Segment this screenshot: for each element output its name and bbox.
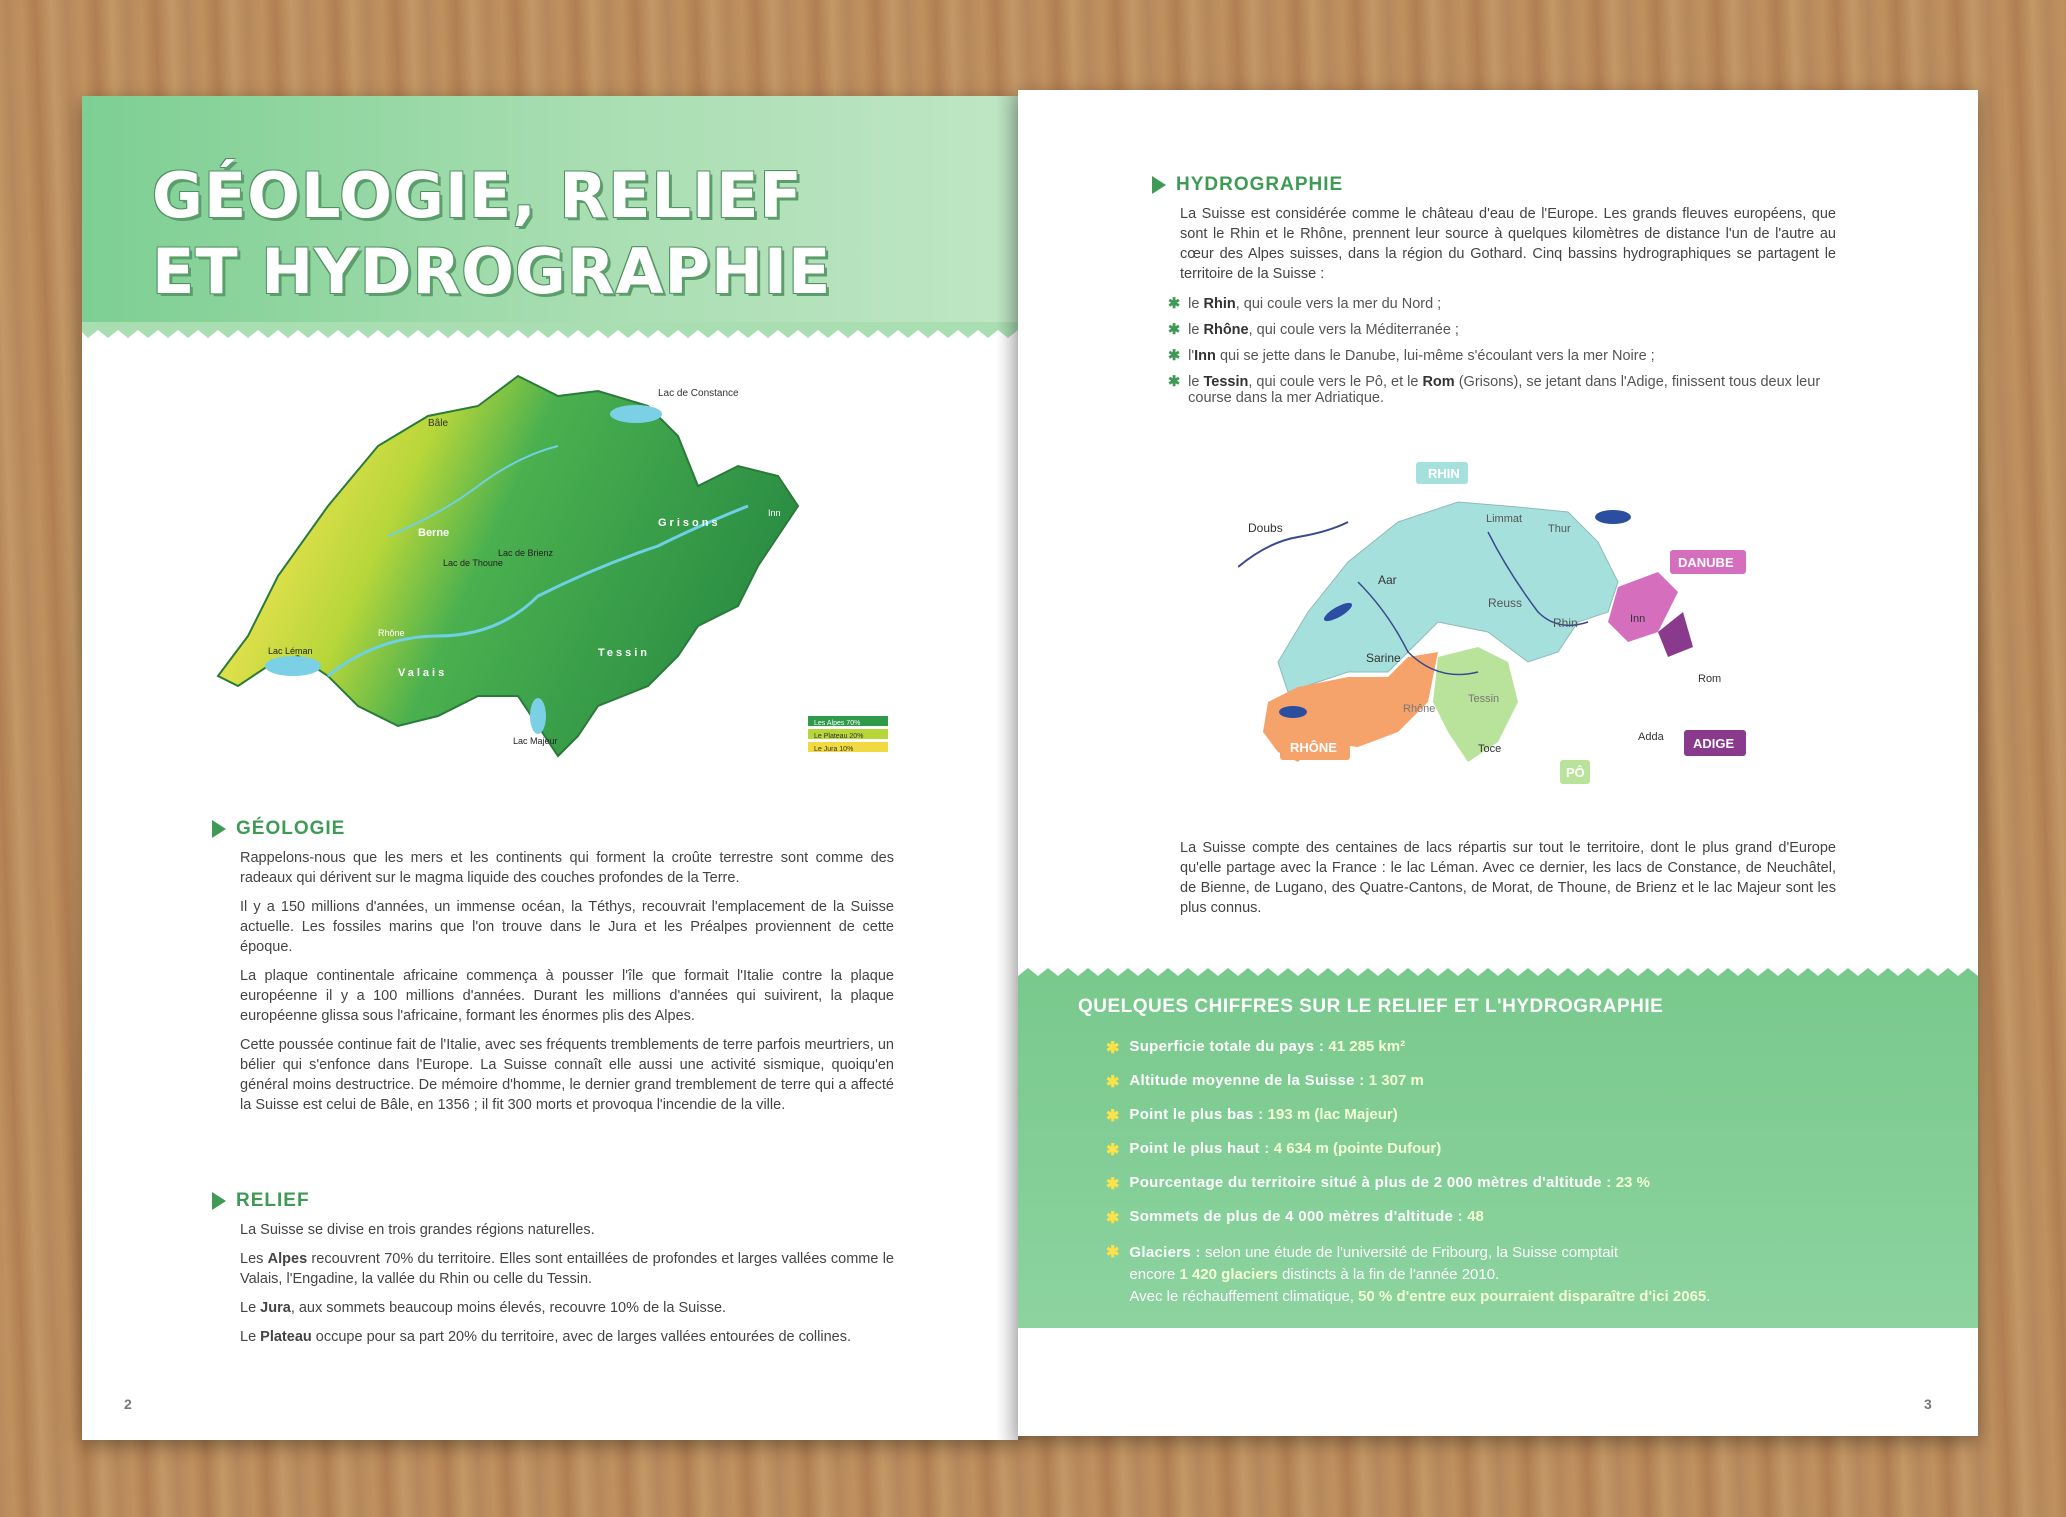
basin-tag-label: RHÔNE: [1290, 740, 1337, 755]
text-run: le: [1188, 296, 1200, 312]
stat-value: 41 285 km²: [1328, 1038, 1406, 1055]
star-bullet-icon: ✱: [1106, 1176, 1120, 1193]
river-label: Aar: [1378, 573, 1397, 587]
map-label: Valais: [398, 667, 448, 679]
star-bullet-icon: ✱: [1106, 1142, 1120, 1159]
map-label: Lac de Constance: [658, 388, 739, 399]
bold-term: Rhin: [1203, 296, 1236, 312]
lake-majeur: [530, 698, 546, 734]
stat-row-glaciers: [1106, 1242, 1710, 1308]
bold-term: Alpes: [267, 1251, 308, 1267]
stat-value: 50 % d'entre eux pourraient disparaître d'ici 2065: [1358, 1288, 1707, 1305]
triangle-bullet-icon: [1152, 176, 1166, 194]
basin-list: [1168, 296, 1848, 416]
stat-label: Superficie totale du pays :: [1129, 1038, 1325, 1055]
text-run: , qui coule vers la Méditerranée ;: [1248, 322, 1459, 338]
relief-heading-text: RELIEF: [236, 1190, 310, 1211]
text-run: qui se jette dans le Danube, lui-même s'écoulant vers la mer Noire ;: [1219, 348, 1655, 364]
list-item: [1168, 296, 1848, 312]
text-run: l': [1188, 348, 1195, 364]
geologie-heading: [212, 818, 345, 840]
title-line-1: GÉOLOGIE, RELIEF: [152, 159, 803, 232]
stat-row: [1106, 1106, 1398, 1126]
page-title: [152, 158, 831, 310]
river-label: Adda: [1638, 731, 1664, 743]
stat-value: 1 420 glaciers: [1179, 1266, 1278, 1283]
legend-label: Les Alpes 70%: [814, 720, 861, 727]
bold-term: Inn: [1194, 348, 1216, 364]
map-legend: [808, 716, 888, 753]
relief-heading: [212, 1190, 310, 1212]
river-label: Toce: [1478, 743, 1502, 755]
stat-label: Glaciers :: [1129, 1244, 1201, 1261]
bold-term: Rhône: [1203, 322, 1249, 338]
stat-row: [1106, 1072, 1424, 1092]
stat-label: Point le plus haut :: [1129, 1140, 1270, 1157]
relief-paragraph: [240, 1249, 894, 1289]
star-bullet-icon: ✱: [1106, 1210, 1120, 1227]
stat-row: [1106, 1174, 1650, 1194]
hydrographie-intro: La Suisse est considérée comme le château d'eau de l'Europe. Les grands fleuves européens, que sont le Rhin et le Rhône, prennent leur source à quelques kilomètres de distance l'un de l'autre au cœur des Alpes suisses, dans la région du Gothard. Cinq bassins hydrographiques se partagent le territoire de la Suisse :: [1180, 206, 1836, 282]
river-label: Doubs: [1248, 521, 1283, 535]
stat-value: 23 %: [1615, 1174, 1650, 1191]
geologie-paragraph: La plaque continentale africaine commença à pousser l'île que formait l'Italie contre la plaque européenne il y a 100 millions d'années. Durant les millions d'années qui suivirent, la plaque européenne glissa sous l'africaine, formant les énormes plis des Alpes.: [240, 968, 894, 1024]
geologie-paragraph: Il y a 150 millions d'années, un immense océan, la Téthys, recouvrait l'emplacement de la Suisse actuelle. Les fossiles marins que l'on trouve dans le Jura et les Préalpes proviennent de cette époque.: [240, 899, 894, 955]
stat-row: [1106, 1038, 1405, 1058]
river-label: Inn: [1630, 613, 1646, 625]
list-item: [1168, 374, 1848, 406]
title-line-2: ET HYDROGRAPHIE: [152, 235, 832, 308]
text-run: .: [1706, 1288, 1711, 1305]
text-run: Les: [240, 1251, 264, 1267]
river-label: Tessin: [1468, 693, 1500, 705]
stat-label: Point le plus bas :: [1129, 1106, 1264, 1123]
hydrographie-heading-text: HYDROGRAPHIE: [1176, 174, 1344, 195]
map-label: Lac Léman: [268, 646, 313, 656]
text-run: encore: [1129, 1266, 1176, 1283]
lake: [1595, 510, 1631, 524]
right-page: [1018, 90, 1978, 1436]
text-run: , aux sommets beaucoup moins élevés, recouvre 10% de la Suisse.: [290, 1300, 727, 1316]
text-run: le: [1188, 322, 1200, 338]
text-run: selon une étude de l'université de Fribourg, la Suisse comptait: [1204, 1244, 1619, 1261]
star-bullet-icon: ✱: [1106, 1244, 1120, 1261]
bold-term: Plateau: [260, 1329, 312, 1345]
bold-term: Jura: [260, 1300, 291, 1316]
text-run: Avec le réchauffement climatique,: [1129, 1288, 1354, 1305]
geologie-paragraph: Rappelons-nous que les mers et les continents qui forment la croûte terrestre sont comme des radeaux qui dérivent sur le magma liquide des couches profondes de la Terre.: [240, 850, 894, 886]
river-label: Reuss: [1488, 596, 1523, 610]
stat-value: 48: [1467, 1208, 1484, 1225]
geologie-body: [240, 848, 894, 1124]
geologie-heading-text: GÉOLOGIE: [236, 818, 346, 839]
relief-paragraph: [240, 1327, 894, 1347]
asterisk-bullet-icon: ✱: [1168, 322, 1181, 338]
map-label: Grisons: [658, 517, 721, 529]
relief-paragraph: La Suisse se divise en trois grandes régions naturelles.: [240, 1222, 595, 1238]
list-item: [1168, 348, 1848, 364]
basin-map: [1238, 462, 1758, 792]
stat-value: 1 307 m: [1368, 1072, 1424, 1089]
map-label: Bâle: [428, 418, 449, 429]
asterisk-bullet-icon: ✱: [1168, 374, 1181, 390]
river-label: Thur: [1548, 523, 1571, 535]
asterisk-bullet-icon: ✱: [1168, 348, 1181, 364]
map-label: Inn: [768, 508, 781, 518]
text-run: recouvrent 70% du territoire. Elles sont entaillées de profondes et larges vallées comme le Valais, l'Engadine, la vallée du Rhin ou celle du Tessin.: [240, 1251, 894, 1287]
page-number: 2: [124, 1396, 132, 1412]
star-bullet-icon: ✱: [1106, 1074, 1120, 1091]
hydrographie-heading: [1152, 174, 1343, 196]
relief-paragraph: [240, 1298, 894, 1318]
stat-row: [1106, 1208, 1484, 1228]
legend-label: Le Plateau 20%: [814, 733, 864, 740]
basin-tag-label: PÔ: [1566, 765, 1585, 780]
river-label: Rom: [1698, 673, 1722, 685]
lakes-paragraph: La Suisse compte des centaines de lacs répartis sur tout le territoire, dont le plus grand d'Europe qu'elle partage avec la France : le lac Léman. Avec ce dernier, les lacs de Constance, de Neuchâtel, de Bienne, de Lugano, des Quatre-Cantons, de Morat, de Thoune, de Brienz et le lac Majeur sont les plus connus.: [1180, 840, 1836, 916]
basin-tag-label: ADIGE: [1693, 736, 1735, 751]
asterisk-bullet-icon: ✱: [1168, 296, 1181, 312]
stat-label: Sommets de plus de 4 000 mètres d'altitude :: [1129, 1208, 1463, 1225]
basin-tag-label: DANUBE: [1678, 555, 1734, 570]
lake-leman: [265, 656, 321, 676]
legend-label: Le Jura 10%: [814, 746, 854, 753]
stat-value: 193 m (lac Majeur): [1267, 1106, 1398, 1123]
map-label: Lac Majeur: [513, 736, 558, 746]
lake-constance: [610, 405, 662, 423]
star-bullet-icon: ✱: [1106, 1040, 1120, 1057]
map-label: Lac de Thoune: [443, 558, 503, 568]
text-run: Le: [240, 1300, 257, 1316]
stat-label: Pourcentage du territoire situé à plus de 2 000 mètres d'altitude :: [1129, 1174, 1612, 1191]
map-label: Berne: [418, 527, 450, 539]
map-label: Rhône: [378, 628, 405, 638]
stat-value: 4 634 m (pointe Dufour): [1273, 1140, 1442, 1157]
list-item: [1168, 322, 1848, 338]
river-label: Rhône: [1403, 703, 1436, 715]
text-run: , qui coule vers la mer du Nord ;: [1235, 296, 1442, 312]
bold-term: Tessin: [1203, 374, 1249, 390]
map-label: Lac de Brienz: [498, 548, 554, 558]
river-label: Sarine: [1366, 651, 1401, 665]
text-run: le: [1188, 374, 1200, 390]
page-number: 3: [1924, 1396, 1932, 1412]
triangle-bullet-icon: [212, 1192, 226, 1210]
text-run: , qui coule vers le Pô, et le: [1248, 374, 1419, 390]
text-run: (Grisons), se jetant dans l'Adige, finissent tous deux leur course dans la mer Adriatique.: [1188, 374, 1821, 406]
relief-body: [240, 1220, 894, 1356]
text-run: Le: [240, 1329, 257, 1345]
text-run: distincts à la fin de l'année 2010.: [1282, 1266, 1500, 1283]
left-page: [82, 96, 1018, 1440]
stat-label: Altitude moyenne de la Suisse :: [1129, 1072, 1365, 1089]
star-bullet-icon: ✱: [1106, 1108, 1120, 1125]
stats-title: QUELQUES CHIFFRES SUR LE RELIEF ET L'HYDROGRAPHIE: [1078, 996, 1664, 1017]
river-label: Limmat: [1486, 513, 1523, 525]
basin-tag-label: RHIN: [1428, 466, 1460, 481]
stat-row: [1106, 1140, 1441, 1160]
map-label: Tessin: [598, 647, 651, 659]
bold-term: Rom: [1422, 374, 1455, 390]
geologie-paragraph: Cette poussée continue fait de l'Italie, avec ses fréquents tremblements de terre parfois meurtriers, un bélier qui s'enfonce dans l'Europe. La Suisse connaît elle aussi une activité sismique, quoiqu'en général moins destructrice. De mémoire d'homme, le dernier grand tremblement de terre qui a affecté la Suisse est celui de Bâle, en 1356 ; il fit 300 morts et provoqua l'incendie de la ville.: [240, 1037, 894, 1113]
text-run: occupe pour sa part 20% du territoire, avec de larges vallées entourées de collines.: [315, 1329, 851, 1345]
lake: [1279, 706, 1307, 718]
relief-map: [178, 336, 938, 806]
river-label: Rhin: [1553, 616, 1578, 630]
triangle-bullet-icon: [212, 820, 226, 838]
switzerland-relief-shape: [218, 376, 798, 756]
